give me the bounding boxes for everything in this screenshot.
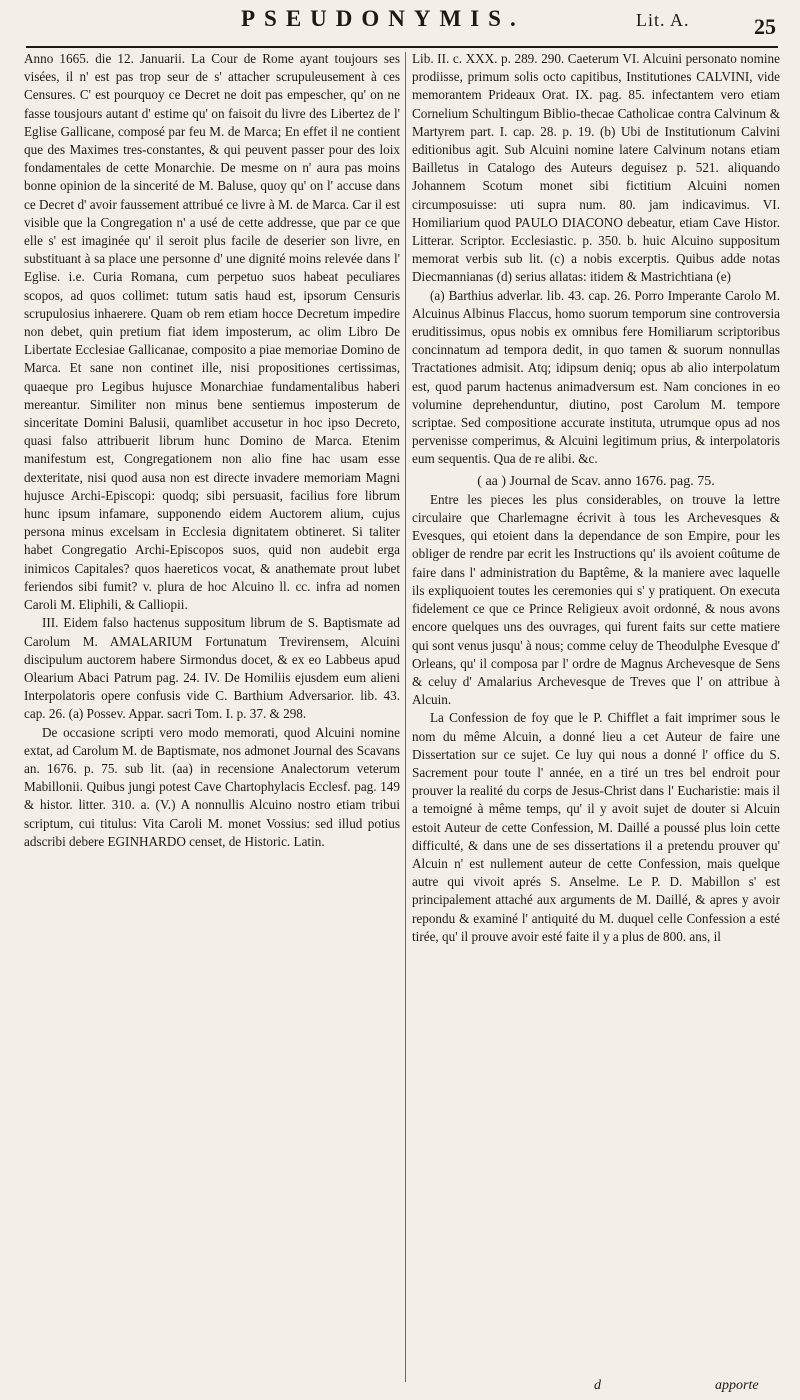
left-paragraph-3: De occasione scripti vero modo memorati, quod Alcuini nomine extat, ad Carolum M. de Baptismate, nos admonet Journal des Scavans an. 1676. p. 75. sub lit. (aa) in recensione Analectorum veterum Mabillonii. Quibus jungi potest Cave Chartophylacis Ecclesf. pag. 149 & histor. litter. 310. a. (V.) A nonnullis Alcuino nostro etiam tribui scriptum, cui titulus: Vita Caroli M. monet Vossius: sed illud potius adscribi debere EGINHARDO censet, de Historic. Latin. [24, 724, 400, 849]
left-column [24, 50, 400, 851]
column-divider [405, 52, 406, 1382]
left-paragraph-2: III. Eidem falso hactenus suppositum librum de S. Baptismate ad Carolum M. AMALARIUM Fortunatum Trevirensem, Alcuini discipulum auctorem habere Sirmondus docet, & ex eo Labbeus apud Olearium Abaci Patrum pag. 24. IV. De Homiliis ejusdem eum alieni Interpolatoris opere confusis vide C. Barthium Adversarior. lib. 43. cap. 26. (a) Possev. Appar. sacri Tom. I. p. 37. & 298. [24, 615, 400, 722]
catchword: apporte [715, 1378, 759, 1393]
right-column [412, 50, 780, 946]
header-rule [26, 46, 778, 48]
footnote-aa-heading: ( aa ) Journal de Scav. anno 1676. pag. 75. [477, 473, 715, 489]
section-mark: Lit. A. [636, 10, 690, 30]
right-paragraph-1: Lib. II. c. XXX. p. 289. 290. Caeterum VI. Alcuini personato nomine prodiisse, primum solis octo capitibus, Institutiones CALVINI, vide memorantem Prideaux Orat. IX. pag. 85. infectantem vero etiam Cornelium Schultingum Biblio-thecae Catholicae contra Calvinum & Martyrem part. I. cap. 28. p. 19. (b) Ubi de Institutionum Calvini editionibus agit. Sub Alcuini nomine latere Calvinum notans etiam Bailletus in Catalogo des Auteurs deguisez p. 521. aliquando Johannem Scotum monet sibi fictitium Alcuini nomen circumposuisse: uti supra num. 80. jam indicavimus. VI. Homiliarium quod PAULO DIACONO debeatur, etiam Cave Histor. Litterar. Scriptor. Ecclesiastic. p. 350. b. huic Alcuino suppositum memorat verbis sub lit. (c) a nobis excerptis. Quibus adde notas Diecmannianas (d) serius allatas: itidem & Mastrichtiana (e) [412, 51, 780, 285]
running-title: PSEUDONYMIS. [241, 6, 525, 31]
left-paragraph-1: Anno 1665. die 12. Januarii. La Cour de Rome ayant toujours ses visées, il n' est pas trop seur de s' attacher scrupuleusement à ces Censures. C' est pourquoy ce Decret ne doit pas empescher, qu' on ne fasse tousjours autant d' estime qu' on faisoit du livre des Libertez de l' Eglise Gallicane, composé par feu M. de Marca; En effet il ne contient que des Maximes tres-constantes, & qui peuvent passer pour des loix fondamentales de cette Monarchie. De mesme on n' aura pas moins bonne opinion de la sincerité de M. Baluse, quoy qu' on l' accuse dans ce Decret d' avoir faussement attribué ce livre à M. de Marca. Car il est visible que la Congregation n' a usé de cette addresse, que par ce que elle s' est imaginée qu' il seroit plus facile de deserier son livre, en substituant à sa place une personne d' une dignité moins relevée dans l' Eglise. i.e. Curia Romana, cum perpetuo suos habeat peculiares scopos, ad quos collimet: tutum satis haud est, ipsorum Censuris scrupulosius inhaerere. Quam ob rem etiam hocce Decretum impedire non debet, quin pretium fiat idem imposterum, ac olim Libro De Libertate Ecclesiae Gallicanae, composito a piae memoriae Domino de Marca. Et sane non continet ille, nisi propositiones certissimas, quaeque pro Legibus hujusce Monarchiae fundamentalibus haberi mereantur. Similiter non minus bene sentiemus imposterum de sinceritate Domini Balusii, quamlibet accusetur in hoc ipso Decreto, quasi falso attribuerit librum hunc Domino de Marca. Etenim manifestum est, Congregationem non alio fine hac usam esse dexteritate, nisi quod ausa non est directe invadere memoriam Magni hujusce Archi-Episcopi: quodq; sibi persuasit, facilius fore librum hunc ipsum infamare, supponendo eidem Auctorem alium, cujus persona minus excelsam in Ecclesia dignitatem obtineret. Si taliter habet Congregatio Archi-Episcopos suos, quid non audebit erga inimicos Capitales? quos haereticos vocat, & anathemate prout lubet feriendos sibi fumit? v. plura de hoc Alcuino ll. cc. infra ad nomen Caroli M. Eliphili, & Calliopii. [24, 51, 400, 613]
page-number: 25 [754, 14, 776, 39]
footnote-aa-paragraph-2: La Confession de foy que le P. Chifflet a fait imprimer sous le nom du même Alcuin, a donné lieu a cet Auteur de faire une Dissertation sur ce sujet. Ce luy qui nous a donné l' office du S. Sacrement pour toute l' année, en a tiré un tres bel endroit pour prouver la realité du corps de Jesus-Christ dans l' Eucharistie: mais il a temoigné à même temps, qu' il y avoit sujet de douter si Alcuin estoit Auteur de cette Confession, M. Daillé a poussé plus loin cette difficulté, & dans une de ses dissertations il a pretendu prouver qu' Alcuin n' est nullement auteur de cette Confession, mais quelque autre qui vivoit aprés S. Anselme. Le P. D. Mabillon s' est principalement attaché aux arguments de M. Daillé, & apres y avoir repondu & examiné l' antiquité du M. duquel celle Confession a esté tirée, qu' il prouve avoir esté faite il y a plus de 800. ans, il [412, 710, 780, 944]
signature-mark: d [594, 1378, 601, 1393]
footnote-aa-paragraph-1: Entre les pieces les plus considerables, on trouve la lettre circulaire que Charlemagne écrivit à tous les Archevesques & Evesques, qui etoient dans la dependance de son Empire, pour les obliger de rendre par ecrit les Instructions qu' ils avoient coûtume de faire dans l' administration du Baptême, & la maniere avec laquelle ils expliquoient toutes les ceremonies qui s' y pratiquent. On executa fidelement ce que ce Prince Religieux avoit ordonné, & nous avons encore quelques uns des ouvrages, qui furent faits sur cette matiere qui sont venus jusqu' à nous; comme celuy de Theodulphe Evesque d' Orleans, qu' il composa par l' ordre de Magnus Archevesque de Sens & celuy d' Amalarius Archevesque de Treves que l' on attribue à Alcuin. [412, 491, 780, 708]
footnote-a: (a) Barthius adverlar. lib. 43. cap. 26. Porro Imperante Carolo M. Alcuinus Albinus Flaccus, homo suorum temporum sine controversia eruditissimus, opus nobis ex omnibus fere Homiliarum scriptoribus concinnatum ad tempora dedit, in quo tamen & suorum nonnullas Tractationes admisit. Atq; idipsum deniq; opus ab alio interpolatum est, quod parum hactenus animadversum est. Nam conciones in eo volumine deprehenduntur, diutino, post Carolum M. tempore scriptae. Sed compositione accurate instituta, utrumque opus ad nos pervenisse comperimus, & Alcuini legitimum prius, & interpolatoris eum sequentis. Qua de re alibi. &c. [412, 287, 780, 467]
